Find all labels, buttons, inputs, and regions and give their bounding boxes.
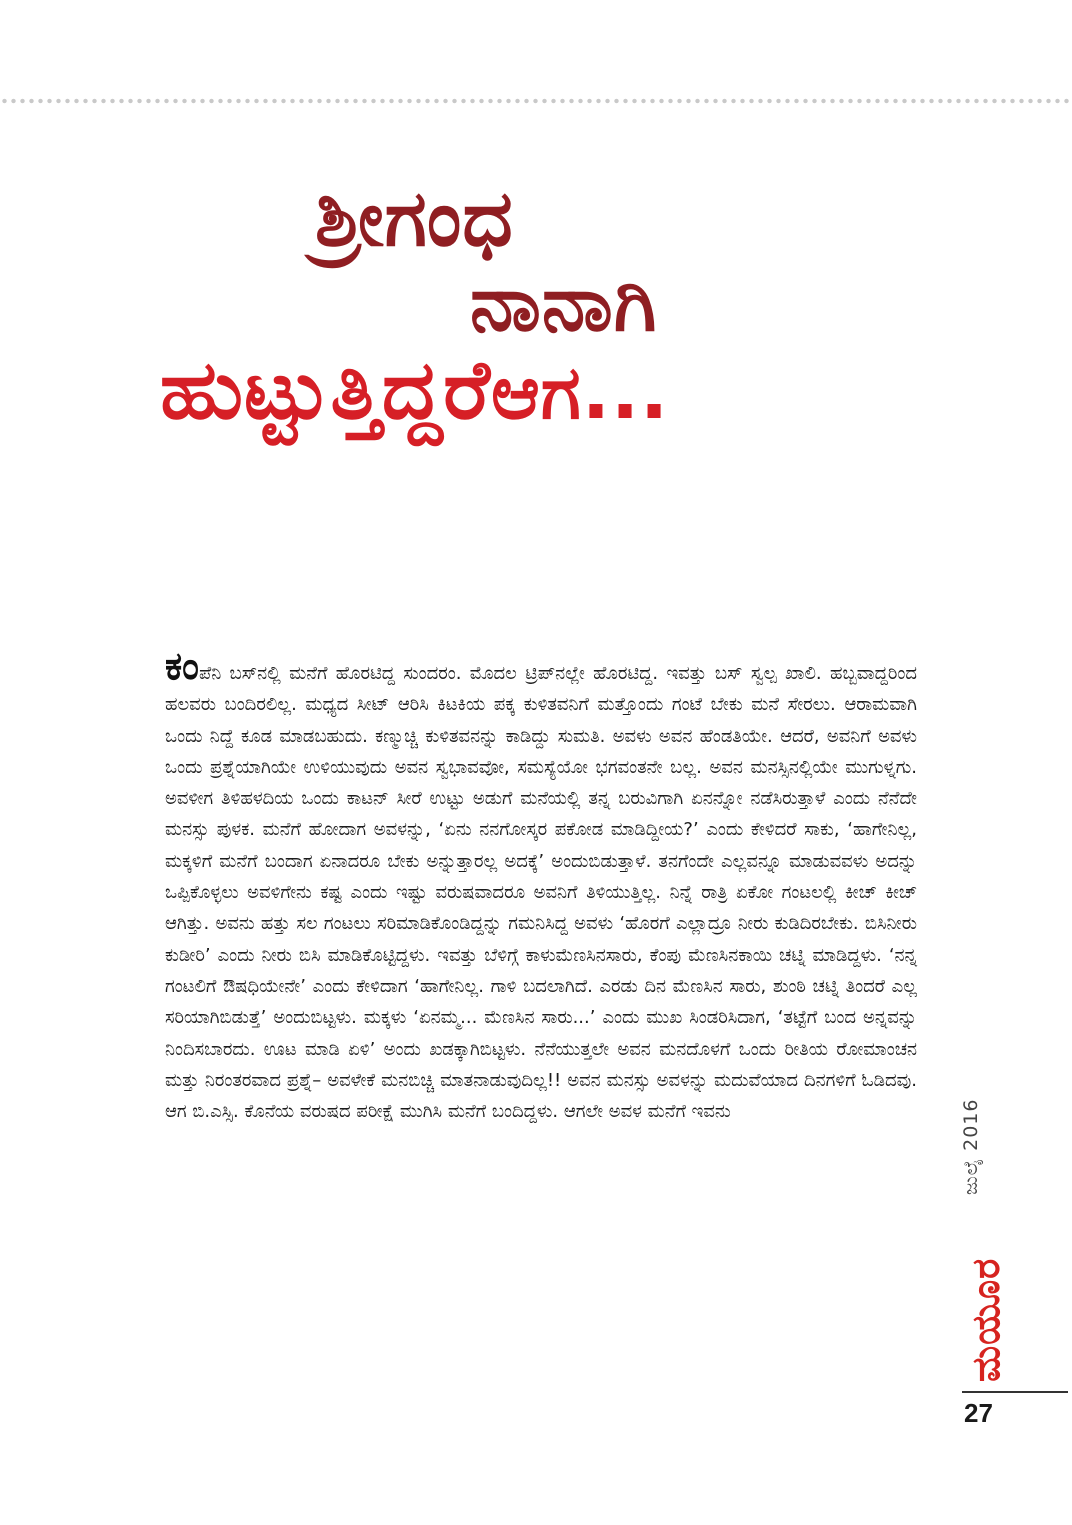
issue-date: ಜುಲೈ 2016 bbox=[960, 1098, 982, 1195]
headline-line-2: ನಾನಾಗಿ bbox=[470, 259, 658, 349]
article-body bbox=[165, 644, 917, 1127]
headline-line-3-suffix: ಆಗ... bbox=[490, 350, 670, 436]
article-text: ಪೆನಿ ಬಸ್‌ನಲ್ಲಿ ಮನೆಗೆ ಹೊರಟಿದ್ದ ಸುಂದರಂ. ಮೊದಲ ಟ್ರಿಪ್‌ನಲ್ಲೇ ಹೊರಟಿದ್ದ. ಇವತ್ತು ಬಸ್ ಸ್ವಲ್ಪ ಖಾಲಿ. ಹಬ್ಬವಾದ್ದರಿಂದ ಹಲವರು ಬಂದಿರಲಿಲ್ಲ. ಮಧ್ಯದ ಸೀಟ್ ಆರಿಸಿ ಕಿಟಕಿಯ ಪಕ್ಕ ಕುಳಿತವನಿಗೆ ಮತ್ತೊಂದು ಗಂಟೆ ಬೇಕು ಮನೆ ಸೇರಲು. ಆರಾಮವಾಗಿ ಒಂದು ನಿದ್ದೆ ಕೂಡ ಮಾಡಬಹುದು. ಕಣ್ಮುಚ್ಚಿ ಕುಳಿತವನನ್ನು ಕಾಡಿದ್ದು ಸುಮತಿ. ಅವಳು ಅವನ ಹೆಂಡತಿಯೇ. ಆದರೆ, ಅವನಿಗೆ ಅವಳು ಒಂದು ಪ್ರಶ್ನೆಯಾಗಿಯೇ ಉಳಿಯುವುದು ಅವನ ಸ್ವಭಾವವೋ, ಸಮಸ್ಯೆಯೋ ಭಗವಂತನೇ ಬಲ್ಲ. ಅವನ ಮನಸ್ಸಿನಲ್ಲಿಯೇ ಮುಗುಳ್ನಗು. ಅವಳೀಗ ತಿಳಿಹಳದಿಯ ಒಂದು ಕಾಟನ್ ಸೀರೆ ಉಟ್ಟು ಅಡುಗೆ ಮನೆಯಲ್ಲಿ ತನ್ನ ಬರುವಿಗಾಗಿ ಏನನ್ನೋ ನಡೆಸಿರುತ್ತಾಳೆ ಎಂದು ನೆನೆದೇ ಮನಸ್ಸು ಪುಳಕ. ಮನೆಗೆ ಹೋದಾಗ ಅವಳನ್ನು, ‘ಏನು ನನಗೋಸ್ಕರ ಪಕೋಡ ಮಾಡಿದ್ದೀಯ?’ ಎಂದು ಕೇಳಿದರೆ ಸಾಕು, ‘ಹಾಗೇನಿಲ್ಲ, ಮಕ್ಕಳಿಗೆ ಮನೆಗೆ ಬಂದಾಗ ಏನಾದರೂ ಬೇಕು ಅನ್ನುತ್ತಾರಲ್ಲ ಅದಕ್ಕೆ’ ಅಂದುಬಿಡುತ್ತಾಳೆ. ತನಗೆಂದೇ ಎಲ್ಲವನ್ನೂ ಮಾಡುವವಳು ಅದನ್ನು ಒಪ್ಪಿಕೊಳ್ಳಲು ಅವಳಿಗೇನು ಕಷ್ಟ ಎಂದು ಇಷ್ಟು ವರುಷವಾದರೂ ಅವನಿಗೆ ತಿಳಿಯುತ್ತಿಲ್ಲ. ನಿನ್ನೆ ರಾತ್ರಿ ಏಕೋ ಗಂಟಲಲ್ಲಿ ಕೀಚ್ ಕೀಚ್ ಆಗಿತ್ತು. ಅವನು ಹತ್ತು ಸಲ ಗಂಟಲು ಸರಿಮಾಡಿಕೊಂಡಿದ್ದನ್ನು ಗಮನಿಸಿದ್ದ ಅವಳು ‘ಹೊರಗೆ ಎಲ್ಲಾದ್ರೂ ನೀರು ಕುಡಿದಿರಬೇಕು. ಬಿಸಿನೀರು ಕುಡೀರಿ’ ಎಂದು ನೀರು ಬಿಸಿ ಮಾಡಿಕೊಟ್ಟಿದ್ದಳು. ಇವತ್ತು ಬೆಳಿಗ್ಗೆ ಕಾಳುಮೆಣಸಿನಸಾರು, ಕೆಂಪು ಮೆಣಸಿನಕಾಯಿ ಚಟ್ನಿ ಮಾಡಿದ್ದಳು. ‘ನನ್ನ ಗಂಟಲಿಗೆ ಔಷಧಿಯೇನೇ’ ಎಂದು ಕೇಳಿದಾಗ ‘ಹಾಗೇನಿಲ್ಲ. ಗಾಳಿ ಬದಲಾಗಿದೆ. ಎರಡು ದಿನ ಮೆಣಸಿನ ಸಾರು, ಶುಂಠಿ ಚಟ್ನಿ ತಿಂದರೆ ಎಲ್ಲ ಸರಿಯಾಗಿಬಿಡುತ್ತೆ’ ಅಂದುಬಿಟ್ಟಳು. ಮಕ್ಕಳು ‘ಏನಮ್ಮ... ಮೆಣಸಿನ ಸಾರು...’ ಎಂದು ಮುಖ ಸಿಂಡರಿಸಿದಾಗ, ‘ತಟ್ಟೆಗೆ ಬಂದ ಅನ್ನವನ್ನು ನಿಂದಿಸಬಾರದು. ಊಟ ಮಾಡಿ ಏಳಿ’ ಅಂದು ಖಡಕ್ಕಾಗಿಬಿಟ್ಟಳು. ನೆನೆಯುತ್ತಲೇ ಅವನ ಮನದೊಳಗೆ ಒಂದು ರೀತಿಯ ರೋಮಾಂಚನ ಮತ್ತು ನಿರಂತರವಾದ ಪ್ರಶ್ನೆ– ಅವಳೇಕೆ ಮನಬಿಚ್ಚಿ ಮಾತನಾಡುವುದಿಲ್ಲ!! ಅವನ ಮನಸ್ಸು ಅವಳನ್ನು ಮದುವೆಯಾದ ದಿನಗಳಿಗೆ ಓಡಿದವು. ಆಗ ಬಿ.ಎಸ್ಸಿ. ಕೊನೆಯ ವರುಷದ ಪರೀಕ್ಷೆ ಮುಗಿಸಿ ಮನೆಗೆ ಬಂದಿದ್ದಳು. ಆಗಲೇ ಅವಳ ಮನೆಗೆ ಇವನು bbox=[165, 663, 917, 1123]
article-headline bbox=[160, 170, 860, 470]
headline-line-3 bbox=[160, 343, 670, 438]
headline-line-1: ಶ್ರೀಗಂಧ bbox=[315, 174, 514, 264]
page-number: 27 bbox=[964, 1398, 993, 1428]
magazine-logo: ಮಯೂರ bbox=[964, 1257, 1008, 1382]
page-number-rule bbox=[962, 1391, 1068, 1393]
dotted-separator bbox=[0, 97, 1072, 105]
drop-cap: ಕಂ bbox=[165, 644, 199, 688]
headline-line-3-main: ಹುಟ್ಟುತ್ತಿದ್ದರೆ bbox=[160, 343, 491, 438]
